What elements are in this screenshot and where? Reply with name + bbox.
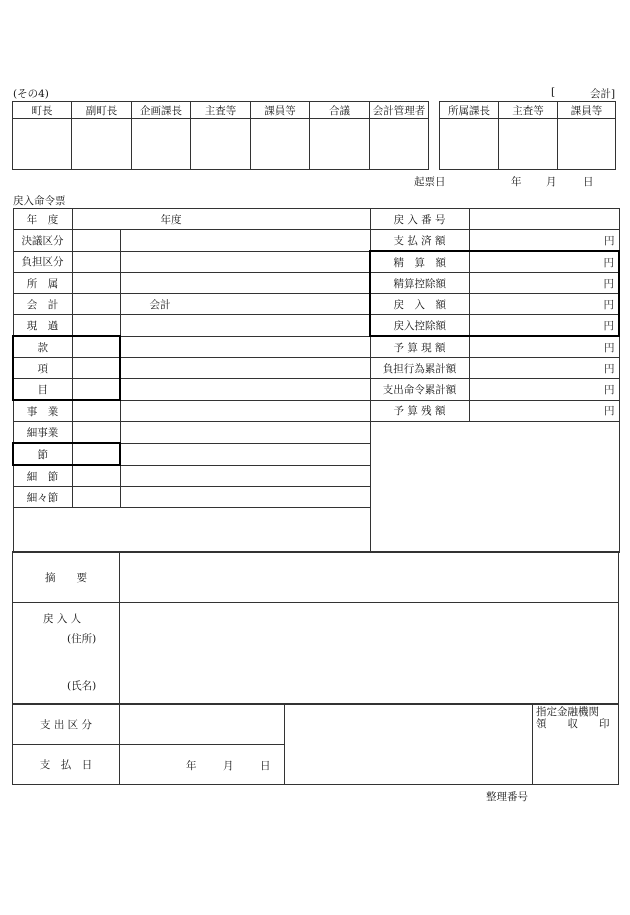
commitment-total-field[interactable]: 円 — [469, 358, 619, 379]
row-label-project: 事 業 — [13, 400, 72, 422]
approval-header-accounting-manager: 会計管理者 — [370, 102, 429, 119]
approval-header-planning-chief: 企画課長 — [132, 102, 191, 119]
bank-label: 指定金融機関 — [536, 706, 599, 718]
current-past-field[interactable] — [120, 315, 370, 337]
payment-table — [12, 703, 619, 785]
row-label-clause: 節 — [13, 443, 72, 465]
row-label-refund-amount: 戻 入 額 — [370, 294, 469, 315]
current-past-code[interactable] — [72, 315, 120, 337]
refund-number-field[interactable] — [469, 209, 619, 230]
row-label-subitem: 目 — [13, 379, 72, 401]
row-label-commitment-total: 負担行為累計額 — [370, 358, 469, 379]
approval-header-staff: 課員等 — [251, 102, 310, 119]
approval-header-deputy-mayor: 副町長 — [72, 102, 132, 119]
approval-stamp-table — [12, 101, 616, 170]
subproject-code[interactable] — [72, 422, 120, 444]
clause-code[interactable] — [72, 443, 120, 465]
refund-amount-field[interactable]: 円 — [469, 294, 619, 315]
payment-type-label: 支 出 区 分 — [13, 704, 120, 745]
part-label: (その4) — [13, 88, 49, 100]
row-label-department: 所 属 — [13, 273, 72, 294]
account-field[interactable]: 会計 — [120, 294, 370, 315]
issue-date-month: 月 — [546, 176, 557, 188]
form-title: 戻入命令票 — [13, 195, 66, 207]
fiscal-year-field[interactable]: 年度 — [72, 209, 370, 230]
payment-date-field[interactable] — [120, 745, 285, 785]
budget-remaining-field[interactable]: 円 — [469, 400, 619, 422]
payment-date-year: 年 — [186, 760, 197, 772]
row-label-burden-type: 負担区分 — [13, 251, 72, 273]
row-label-section: 款 — [13, 336, 72, 358]
section-code[interactable] — [72, 336, 120, 358]
row-label-budget-remaining: 予 算 残 額 — [370, 400, 469, 422]
blank-payment-area — [285, 704, 533, 785]
subitem-code[interactable] — [72, 379, 120, 401]
project-code[interactable] — [72, 400, 120, 422]
stamp-box[interactable] — [191, 119, 251, 170]
refund-deduction-field[interactable]: 円 — [469, 315, 619, 337]
subclause-field[interactable] — [120, 465, 370, 487]
approval-header-section-chief: 所属課長 — [440, 102, 499, 119]
approval-header-mayor: 町長 — [13, 102, 72, 119]
refund-order-table — [12, 208, 620, 553]
payment-date-day: 日 — [260, 760, 271, 772]
reference-number-label: 整理番号 — [486, 791, 528, 803]
row-label-fiscal-year: 年 度 — [13, 209, 72, 230]
settlement-amount-field[interactable]: 円 — [469, 251, 619, 273]
clause-field[interactable] — [120, 443, 370, 465]
row-label-account: 会 計 — [13, 294, 72, 315]
row-label-sub-subclause: 細々節 — [13, 487, 72, 508]
issue-date-year: 年 — [511, 176, 522, 188]
blank-right-area — [370, 422, 619, 553]
address-label: (住所) — [67, 633, 97, 645]
bank-stamp-box[interactable] — [533, 704, 619, 785]
stamp-box[interactable] — [499, 119, 558, 170]
row-label-refund-number: 戻 入 番 号 — [370, 209, 469, 230]
refunder-label-cell — [13, 603, 120, 705]
row-label-subclause: 細 節 — [13, 465, 72, 487]
payment-type-field[interactable] — [120, 704, 285, 745]
sub-subclause-code[interactable] — [72, 487, 120, 508]
approval-header-consultation: 合議 — [310, 102, 370, 119]
receipt-stamp-label: 領 収 印 — [536, 718, 610, 730]
row-label-settlement-amount: 精 算 額 — [370, 251, 469, 273]
refunder-field[interactable] — [120, 603, 619, 705]
summary-label: 摘 要 — [13, 552, 120, 603]
stamp-box[interactable] — [558, 119, 616, 170]
row-label-current-budget: 予 算 現 額 — [370, 336, 469, 358]
row-label-paid-amount: 支 払 済 額 — [370, 230, 469, 252]
issue-date-label: 起票日 — [414, 176, 446, 188]
subclause-code[interactable] — [72, 465, 120, 487]
stamp-box[interactable] — [132, 119, 191, 170]
row-label-current-past: 現 過 — [13, 315, 72, 337]
bracket-open: [ — [551, 86, 556, 98]
department-code[interactable] — [72, 273, 120, 294]
burden-type-code[interactable] — [72, 251, 120, 273]
burden-type-field[interactable] — [120, 251, 370, 273]
stamp-box[interactable] — [370, 119, 429, 170]
payment-date-month: 月 — [223, 760, 234, 772]
refunder-label: 戻 入 人 — [43, 613, 82, 625]
summary-field[interactable] — [120, 552, 619, 603]
sub-subclause-field[interactable] — [120, 487, 370, 508]
settlement-deduction-field[interactable]: 円 — [469, 273, 619, 294]
stamp-box[interactable] — [310, 119, 370, 170]
row-label-item: 項 — [13, 358, 72, 379]
resolution-type-code[interactable] — [72, 230, 120, 252]
payment-date-label: 支 払 日 — [13, 745, 120, 785]
item-code[interactable] — [72, 358, 120, 379]
approval-header-supervisor-2: 主査等 — [499, 102, 558, 119]
row-label-settlement-deduction: 精算控除額 — [370, 273, 469, 294]
account-code[interactable] — [72, 294, 120, 315]
paid-amount-field[interactable]: 円 — [469, 230, 619, 252]
name-label: (氏名) — [67, 680, 97, 692]
approval-header-supervisor: 主査等 — [191, 102, 251, 119]
stamp-box[interactable] — [13, 119, 72, 170]
subitem-field[interactable] — [120, 379, 370, 401]
stamp-box[interactable] — [72, 119, 132, 170]
account-label: 会計] — [590, 88, 616, 100]
row-label-refund-deduction: 戻入控除額 — [370, 315, 469, 337]
resolution-type-field[interactable] — [120, 230, 370, 252]
row-label-resolution-type: 決議区分 — [13, 230, 72, 252]
stamp-box[interactable] — [440, 119, 499, 170]
subproject-field[interactable] — [120, 422, 370, 444]
row-label-subproject: 細事業 — [13, 422, 72, 444]
issue-date-day: 日 — [583, 176, 594, 188]
summary-table — [12, 551, 619, 705]
department-field[interactable] — [120, 273, 370, 294]
project-field[interactable] — [120, 400, 370, 422]
payment-order-total-field[interactable]: 円 — [469, 379, 619, 401]
approval-header-staff-2: 課員等 — [558, 102, 616, 119]
item-field[interactable] — [120, 358, 370, 379]
stamp-box[interactable] — [251, 119, 310, 170]
blank-left-area — [13, 508, 370, 553]
current-budget-field[interactable]: 円 — [469, 336, 619, 358]
section-field[interactable] — [120, 336, 370, 358]
row-label-payment-order-total: 支出命令累計額 — [370, 379, 469, 401]
